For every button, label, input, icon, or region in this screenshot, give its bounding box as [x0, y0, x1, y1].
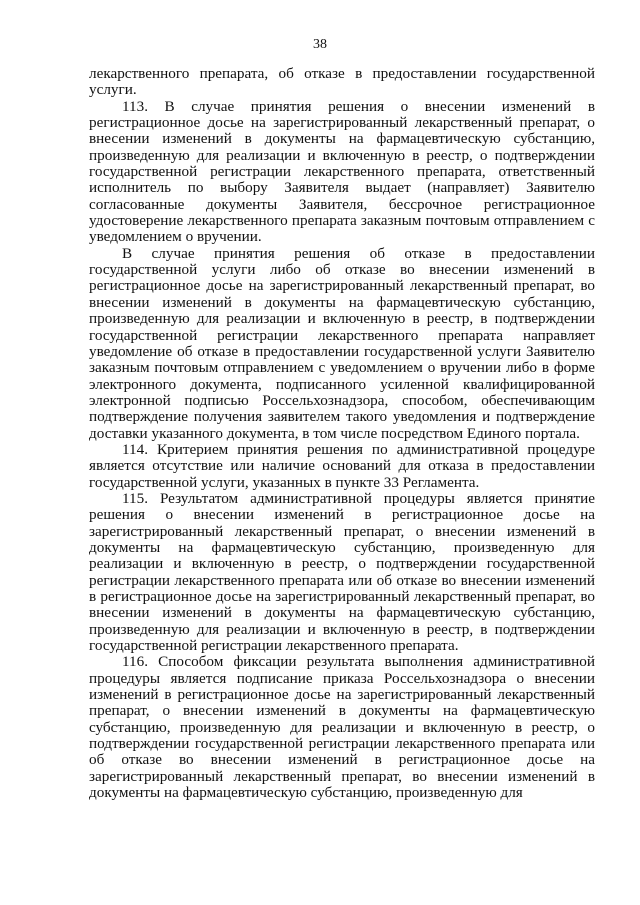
- page-number: 38: [313, 37, 327, 52]
- paragraph-113: 113. В случае принятия решения о внесении изменений в регистрационное досье на зарегистрированный лекарственный препарат, о внесении изменений в документы на фармацевтическую субстанцию, произведенную для реализации и включенную в реестр, о подтверждении государственной регистрации лекарственного препарата, ответственный исполнитель по выбору Заявителя выдает (направляет) Заявителю согласованные документы Заявителя, бессрочное регистрационное удостоверение лекарственного препарата заказным почтовым отправлением с уведомлением о вручении.: [89, 97, 595, 246]
- paragraph-116: 116. Способом фиксации результата выполнения административной процедуры является подписание приказа Россельхознадзора о внесении изменений в регистрационное досье на зарегистрированный лекарственный препарат, о внесении изменений в документы на фармацевтическую субстанцию, произведенную для реализации и включенную в реестр, о подтверждении государственной регистрации лекарственного препарата или об отказе во внесении изменений в регистрационное досье на зарегистрированный лекарственный препарат, во внесении изменений в документы на фармацевтическую субстанцию, произведенную для: [89, 653, 595, 802]
- paragraph-113-refusal: В случае принятия решения об отказе в предоставлении государственной услуги либо об отказе во внесении изменений в регистрационное досье на зарегистрированный лекарственный препарат, во внесении изменений в документы на фармацевтическую субстанцию, произведенную для реализации и включенную в реестр, в подтверждении государственной регистрации лекарственного препарата направляет уведомление об отказе в предоставлении государственной услуги Заявителю заказным почтовым отправлением с уведомлением о вручении либо в форме электронного документа, подписанного усиленной квалифицированной электронной подписью Россельхознадзора, способом, обеспечивающим подтверждение получения заявителем такого уведомления и подтверждение доставки указанного документа, в том числе посредством Единого портала.: [89, 244, 595, 442]
- paragraph-115: 115. Результатом административной процедуры является принятие решения о внесении изменений в регистрационное досье на зарегистрированный лекарственный препарат, о внесении изменений в документы на фармацевтическую субстанцию, произведенную для реализации и включенную в реестр, о подтверждении государственной регистрации лекарственного препарата или об отказе во внесении изменений в регистрационное досье на зарегистрированный лекарственный препарат, во внесении изменений в документы на фармацевтическую субстанцию, произведенную для реализации и включенную в реестр, в подтверждении государственной регистрации лекарственного препарата.: [89, 489, 595, 655]
- paragraph-continuation: лекарственного препарата, об отказе в предоставлении государственной услуги.: [89, 65, 595, 99]
- body-text: [89, 66, 595, 801]
- paragraph-114: 114. Критерием принятия решения по административной процедуре является отсутствие или наличие оснований для отказа в предоставлении государственной услуги, указанных в пункте 33 Регламента.: [89, 440, 595, 491]
